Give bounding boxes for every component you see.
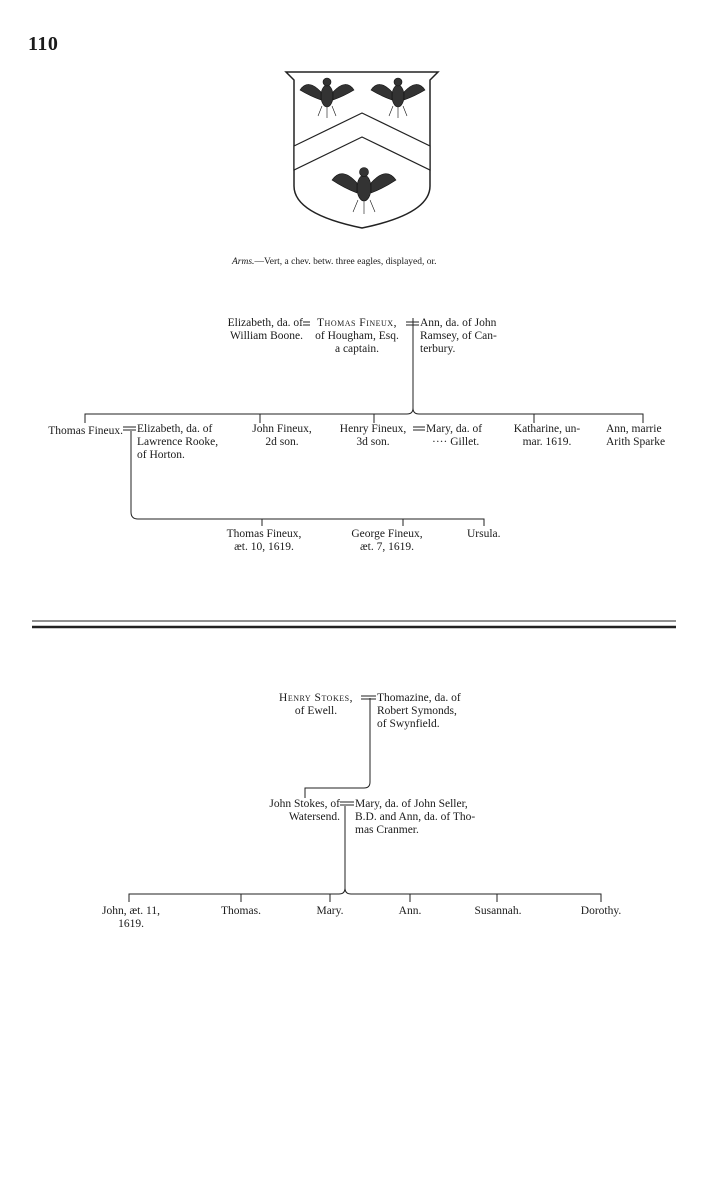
katharine-fineux: Katharine, un- mar. 1619.: [513, 423, 581, 448]
arms-caption: [232, 257, 437, 267]
elizabeth-boone: Elizabeth, da. of William Boone.: [227, 317, 303, 342]
ann-fineux: Ann, marrie Arith Sparke: [606, 423, 666, 448]
ann-ramsey: Ann, da. of John Ramsey, of Can- terbury.: [420, 317, 497, 355]
mary-seller: Mary, da. of John Seller, B.D. and Ann, da. of Tho- mas Cranmer.: [355, 798, 476, 836]
thomas-fineux-grandson: Thomas Fineux, æt. 10, 1619.: [226, 528, 302, 553]
dorothy-stokes: Dorothy.: [580, 905, 622, 917]
john-fineux: John Fineux, 2d son.: [252, 423, 312, 448]
thomas-stokes: Thomas.: [221, 905, 261, 917]
ursula-fineux: Ursula.: [467, 528, 501, 540]
thomazine-symonds: Thomazine, da. of Robert Symonds, of Swynfield.: [377, 692, 461, 730]
john-stokes-junior: John, æt. 11, 1619.: [101, 905, 161, 930]
mary-gillet: Mary, da. of ···· Gillet.: [426, 423, 483, 448]
george-fineux: George Fineux, æt. 7, 1619.: [351, 528, 423, 553]
thomas-fineux-captain: Thomas Fineux, of Hougham, Esq. a captain.: [315, 317, 399, 355]
coat-of-arms-image: [280, 66, 445, 232]
henry-fineux: Henry Fineux, 3d son.: [339, 423, 407, 448]
thomas-fineux-son: Thomas Fineux.: [48, 425, 123, 437]
ann-stokes: Ann.: [398, 905, 422, 917]
susannah-stokes: Susannah.: [474, 905, 522, 917]
page-number: 110: [28, 33, 59, 55]
arms-label: Arms.: [232, 257, 255, 267]
mary-stokes: Mary.: [316, 905, 344, 917]
elizabeth-rooke: Elizabeth, da. of Lawrence Rooke, of Horton.: [137, 423, 219, 461]
henry-stokes: Henry Stokes, of Ewell.: [279, 692, 353, 717]
john-stokes: John Stokes, of Watersend.: [269, 798, 340, 823]
arms-text: —Vert, a chev. betw. three eagles, displayed, or.: [254, 257, 437, 267]
